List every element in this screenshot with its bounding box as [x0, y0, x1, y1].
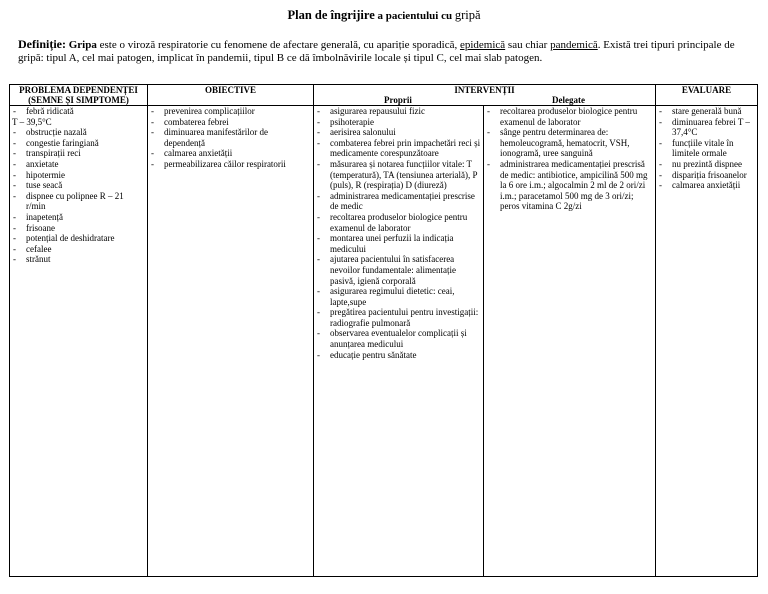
header-interventii [314, 85, 656, 106]
list-item: - administrarea medicamentației prescrisă de medic: antibiotice, ampicilină 500 mg la 6 ore i.m.; algocalmin 2 ml de 2 ori/zi i.m.; paracetamol 500 mg de 3 ori/zi; peros vitamina C 2g/zi [486, 159, 653, 212]
header-evaluare: EVALUARE [656, 85, 758, 106]
list-item: - măsurarea și notarea funcțiilor vitale: T (temperatură), TA (tensiunea arterială), P (puls), R (respirația) D (diureză) [316, 159, 481, 191]
title-end: gripă [454, 8, 481, 22]
definition-underline-epidemica: epidemică [459, 39, 506, 51]
list-item: - potențial de deshidratare [12, 233, 145, 244]
list-item: - montarea unei perfuzii la indicația medicului [316, 233, 481, 254]
list-item: - funcțiile vitale în limitele ormale [658, 138, 755, 159]
list-item: - febră ridicată [12, 106, 145, 117]
list-item: - diminuarea manifestărilor de dependență [150, 127, 311, 148]
list-item: - observarea eventualelor complicații și anunțarea medicului [316, 328, 481, 349]
list-item: - sânge pentru determinarea de: hemoleucogramă, hematocrit, VSH, ionogramă, uree sanguină [486, 127, 653, 159]
list-item: - strănut [12, 254, 145, 265]
definition-label: Definiție: [18, 37, 66, 51]
list-item: - frisoane [12, 223, 145, 234]
list-item: - asigurarea repausului fizic [316, 106, 481, 117]
title-mid: a pacientului cu [374, 10, 455, 22]
list-item: - hipotermie [12, 170, 145, 181]
list-item: - ajutarea pacientului în satisfacerea nevoilor fundamentale: alimentație pasivă, igienă corporală [316, 254, 481, 286]
list-item: - cefalee [12, 244, 145, 255]
list-item: - calmarea anxietății [658, 180, 755, 191]
document-title [0, 8, 768, 23]
definition-paragraph [18, 38, 753, 65]
header-row [10, 85, 758, 106]
list-item: - anxietate [12, 159, 145, 170]
list-item: - inapetență [12, 212, 145, 223]
list-item: - permeabilizarea căilor respiratorii [150, 159, 311, 170]
list-item: - pregătirea pacientului pentru investigații: radiografie pulmonară [316, 307, 481, 328]
list-item: - transpirații reci [12, 148, 145, 159]
title-bold: Plan de îngrijire [287, 8, 375, 22]
cell-obiective [148, 106, 314, 577]
list-item: - tuse seacă [12, 180, 145, 191]
header-obiective: OBIECTIVE [148, 85, 314, 106]
list-item: - combaterea febrei [150, 117, 311, 128]
list-item: - recoltarea produselor biologice pentru examenul de laborator [316, 212, 481, 233]
definition-text-3: . Există trei tipuri principale de gripă: tipul A, cel mai patogen, implicat în pandemii, tipul B ce dă îmbolnăvirile locale și tipul C, cel mai slab patogen. [18, 39, 735, 64]
header-proprii: Proprii [384, 95, 412, 105]
header-delegate: Delegate [551, 95, 585, 105]
list-item: - obstrucție nazală [12, 127, 145, 138]
list-item: - combaterea febrei prin impachetări reci și medicamente corespunzătoare [316, 138, 481, 159]
list-item: - dispnee cu polipnee R – 21 r/min [12, 191, 145, 212]
list-item: - prevenirea complicațiilor [150, 106, 311, 117]
cell-evaluare [656, 106, 758, 577]
definition-term: Gripa [68, 39, 97, 51]
list-item: - dispariția frisoanelor [658, 170, 755, 181]
list-item: - diminuarea febrei T – 37,4°C [658, 117, 755, 138]
list-item: - calmarea anxietății [150, 148, 311, 159]
header-interventii-label: INTERVENȚII [454, 85, 515, 95]
list-item: - congestie faringiană [12, 138, 145, 149]
care-plan-table [9, 84, 758, 577]
list-item: - stare generală bună [658, 106, 755, 117]
cell-delegate [484, 106, 656, 577]
definition-underline-pandemica: pandemică [550, 39, 598, 51]
list-item: - administrarea medicamentației prescrise de medic [316, 191, 481, 212]
list-item: - recoltarea produselor biologice pentru examenul de laborator [486, 106, 653, 127]
header-problema: PROBLEMA DEPENDENȚEI (SEMNE ȘI SIMPTOME) [10, 85, 148, 106]
definition-text-2: sau chiar [505, 39, 551, 51]
list-item: - psihoterapie [316, 117, 481, 128]
body-row [10, 106, 758, 577]
cell-proprii [314, 106, 484, 577]
list-item: T – 39,5°C [12, 116, 52, 127]
definition-text-1: este o viroză respiratorie cu fenomene de afectare generală, cu apariție sporadică, [96, 39, 460, 51]
list-item: - asigurarea regimului dietetic: ceai, lapte,supe [316, 286, 481, 307]
cell-problema [10, 106, 148, 577]
list-item: - educație pentru sănătate [316, 350, 481, 361]
list-item: - nu prezintă dispnee [658, 159, 755, 170]
header-interventii-sub [314, 95, 655, 105]
list-item: - aerisirea salonului [316, 127, 481, 138]
